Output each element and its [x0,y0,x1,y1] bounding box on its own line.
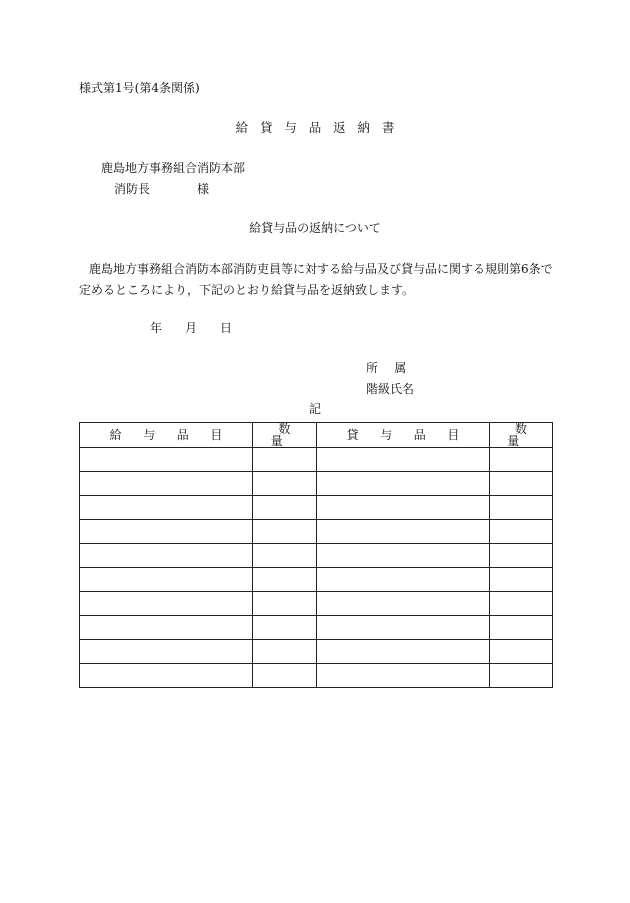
loaned-quantity-cell[interactable] [490,472,553,496]
loaned-quantity-cell[interactable] [490,544,553,568]
supplied-quantity-cell[interactable] [253,568,317,592]
table-row [80,472,553,496]
date-month-label: 月 [185,321,198,335]
supplied-item-cell[interactable] [80,448,253,472]
supplied-quantity-cell[interactable] [253,640,317,664]
date-day-label: 日 [220,321,233,335]
table-row [80,640,553,664]
form-number: 様式第1号(第4条関係) [79,81,200,95]
supplied-item-cell[interactable] [80,472,253,496]
supplied-quantity-cell[interactable] [253,592,317,616]
header-loaned-quantity: 数量 [490,423,553,448]
supplied-quantity-cell[interactable] [253,520,317,544]
supplied-item-cell[interactable] [80,568,253,592]
table-row [80,616,553,640]
addressee-organization: 鹿島地方事務組合消防本部 [101,161,246,175]
loaned-quantity-cell[interactable] [490,640,553,664]
loaned-quantity-cell[interactable] [490,568,553,592]
loaned-item-cell[interactable] [317,616,490,640]
loaned-item-cell[interactable] [317,448,490,472]
supplied-item-cell[interactable] [80,640,253,664]
loaned-item-cell[interactable] [317,496,490,520]
loaned-item-cell[interactable] [317,592,490,616]
loaned-quantity-cell[interactable] [490,448,553,472]
items-table [79,422,553,688]
supplied-quantity-cell[interactable] [253,664,317,688]
loaned-quantity-cell[interactable] [490,496,553,520]
supplied-item-cell[interactable] [80,592,253,616]
document-title: 給貸与品返納書 [235,120,407,135]
supplied-quantity-cell[interactable] [253,496,317,520]
subject-line: 給貸与品の返納について [249,221,381,235]
table-row [80,544,553,568]
header-supplied-quantity: 数量 [253,423,317,448]
loaned-item-cell[interactable] [317,640,490,664]
body-text-line-2: 定めるところにより，下記のとおり給貸与品を返納致します。 [79,283,415,297]
supplied-item-cell[interactable] [80,616,253,640]
supplied-item-cell[interactable] [80,496,253,520]
loaned-item-cell[interactable] [317,544,490,568]
loaned-quantity-cell[interactable] [490,664,553,688]
date-year-label: 年 [150,321,163,335]
record-label: 記 [309,402,322,416]
table-row [80,448,553,472]
supplied-quantity-cell[interactable] [253,472,317,496]
addressee-honorific: 様 [197,182,210,196]
loaned-quantity-cell[interactable] [490,592,553,616]
header-supplied-item: 給与品目 [80,423,253,448]
addressee-position: 消防長 [114,182,151,196]
loaned-quantity-cell[interactable] [490,520,553,544]
affiliation-label: 所属 [366,361,423,375]
header-loaned-item: 貸与品目 [317,423,490,448]
table-row [80,664,553,688]
loaned-quantity-cell[interactable] [490,616,553,640]
table-row [80,496,553,520]
rank-name-label: 階級氏名 [366,382,415,396]
table-row [80,592,553,616]
supplied-item-cell[interactable] [80,544,253,568]
loaned-item-cell[interactable] [317,568,490,592]
body-text-line-1: 鹿島地方事務組合消防本部消防吏員等に対する給与品及び貸与品に関する規則第6条で [89,262,553,276]
table-row [80,568,553,592]
supplied-quantity-cell[interactable] [253,544,317,568]
loaned-item-cell[interactable] [317,520,490,544]
supplied-item-cell[interactable] [80,520,253,544]
supplied-quantity-cell[interactable] [253,616,317,640]
table-row [80,520,553,544]
loaned-item-cell[interactable] [317,472,490,496]
table-header-row [80,423,553,448]
supplied-quantity-cell[interactable] [253,448,317,472]
loaned-item-cell[interactable] [317,664,490,688]
supplied-item-cell[interactable] [80,664,253,688]
